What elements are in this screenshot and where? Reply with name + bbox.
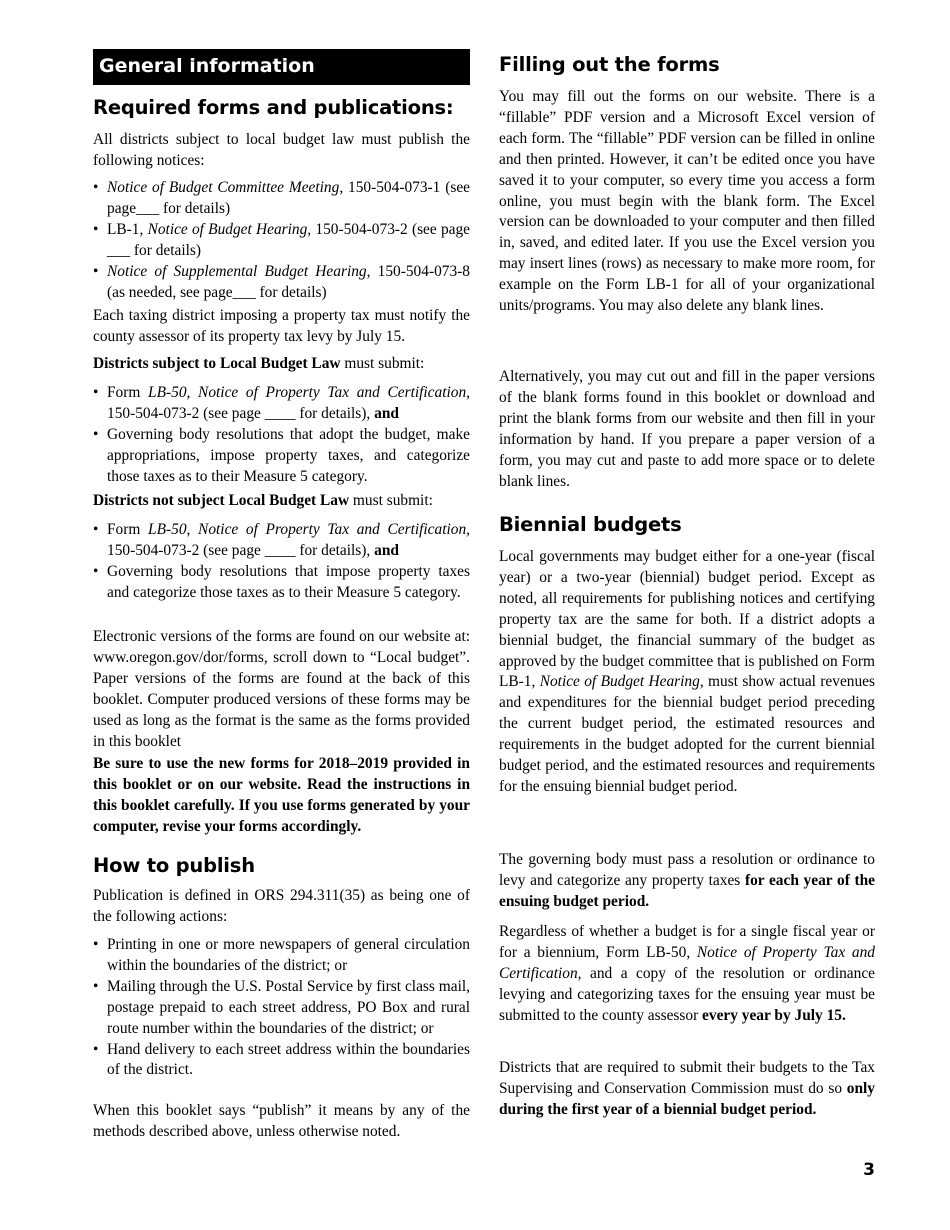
list-item: • Form LB-50, Notice of Property Tax and Certification, 150-504-073-2 (see page ____ for details), and bbox=[93, 383, 470, 425]
subject-list bbox=[93, 383, 470, 488]
list-item: • Mailing through the U.S. Postal Service by first class mail, postage prepaid to each street address, PO Box and rural route number within the boundaries of the district; or bbox=[93, 977, 470, 1040]
page-number: 3 bbox=[863, 1160, 875, 1180]
not-subject-lead: Districts not subject Local Budget Law must submit: bbox=[93, 492, 433, 509]
electronic-versions: Electronic versions of the forms are found on our website at: www.oregon.gov/dor/forms, scroll down to “Local budget”. Paper versions of the forms are found at the back of this booklet. Computer produced versions of these forms may be used as long as the format is the same as the forms provided in this booklet bbox=[93, 628, 470, 750]
list-item: • Governing body resolutions that impose property taxes and categorize those taxes as to their Measure 5 category. bbox=[93, 562, 470, 604]
subject-lead: Districts subject to Local Budget Law must submit: bbox=[93, 355, 425, 372]
publish-methods-list bbox=[93, 935, 470, 1081]
list-item: • Form LB-50, Notice of Property Tax and Certification, 150-504-073-2 (see page ____ for details), and bbox=[93, 520, 470, 562]
filling-paragraph-2: Alternatively, you may cut out and fill in the paper versions of the blank forms found in this booklet or download and print the blank forms from our website and then fill in your information by hand. If you prepare a paper version of a form, you may cut and paste to add more space or to delete blank lines. bbox=[499, 368, 875, 490]
required-forms-heading: Required forms and publications: bbox=[93, 96, 454, 119]
notices-list bbox=[93, 178, 470, 303]
biennial-paragraph-3: Regardless of whether a budget is for a single fiscal year or for a biennium, Form LB-50, Notice of Property Tax and Certification, and a copy of the resolution or ordinance levying and categorizing taxes for the ensuing year must be submitted to the county assessor every year by July 15. bbox=[499, 923, 875, 1024]
biennial-budgets-heading: Biennial budgets bbox=[499, 513, 682, 536]
levy-note: Each taxing district imposing a property tax must notify the county assessor of its property tax levy by July 15. bbox=[93, 307, 470, 345]
list-item: • Governing body resolutions that adopt the budget, make appropriations, impose property taxes, and categorize those taxes as to their Measure 5 category. bbox=[93, 425, 470, 488]
publish-closing: When this booklet says “publish” it means by any of the methods described above, unless otherwise noted. bbox=[93, 1102, 470, 1140]
biennial-paragraph-4: Districts that are required to submit their budgets to the Tax Supervising and Conservation Commission must do so only during the first year of a biennial budget period. bbox=[499, 1059, 875, 1118]
forms-warning: Be sure to use the new forms for 2018–2019 provided in this booklet or on our website. Read the instructions in this booklet carefully. If you use forms generated by your computer, revise your forms accordingly. bbox=[93, 755, 470, 835]
how-to-publish-heading: How to publish bbox=[93, 854, 255, 877]
filling-paragraph-1: You may fill out the forms on our website. There is a “fillable” PDF version and a Microsoft Excel version of each form. The “fillable” PDF version can be filled in online and then printed. However, it can’t be edited once you have saved it to your computer, so every time you access a form online, you must begin with the blank form. The Excel version can be downloaded to your computer and then filled in, saved, and edited later. If you use the Excel version you may insert lines (rows) as necessary to make more room, for example on the Form LB-1 for all of your organizational units/programs. You may also delete any blank lines. bbox=[499, 88, 875, 315]
list-item: • LB-1, Notice of Budget Hearing, 150-504-073-2 (see page ___ for details) bbox=[93, 220, 470, 262]
required-intro: All districts subject to local budget law must publish the following notices: bbox=[93, 131, 470, 169]
list-item: • Hand delivery to each street address within the boundaries of the district. bbox=[93, 1040, 470, 1082]
biennial-paragraph-2: The governing body must pass a resolution or ordinance to levy and categorize any property taxes for each year of the ensuing budget period. bbox=[499, 851, 876, 910]
filling-forms-heading: Filling out the forms bbox=[499, 53, 720, 76]
list-item: • Notice of Budget Committee Meeting, 150-504-073-1 (see page___ for details) bbox=[93, 178, 470, 220]
list-item: • Printing in one or more newspapers of general circulation within the boundaries of the district; or bbox=[93, 935, 470, 977]
list-item: • Notice of Supplemental Budget Hearing, 150-504-073-8 (as needed, see page___ for details) bbox=[93, 262, 470, 304]
not-subject-list bbox=[93, 520, 470, 604]
publish-intro: Publication is defined in ORS 294.311(35) as being one of the following actions: bbox=[93, 887, 470, 925]
biennial-paragraph-1: Local governments may budget either for a one-year (fiscal year) or a two-year (biennial) budget period. Except as noted, all requirements for publishing notices and certifying property tax are the same for both. If a district adopts a biennial budget, the financial summary of the budget as approved by the budget committee that is published on Form LB-1, Notice of Budget Hearing, must show actual revenues and expenditures for the biennial budget period preceding the current budget period, the estimated resources and requirements in the budget adopted for the current biennial budget period, and the estimated resources and requirements for the ensuing biennial budget period. bbox=[499, 548, 875, 795]
section-banner: General information bbox=[93, 49, 470, 85]
